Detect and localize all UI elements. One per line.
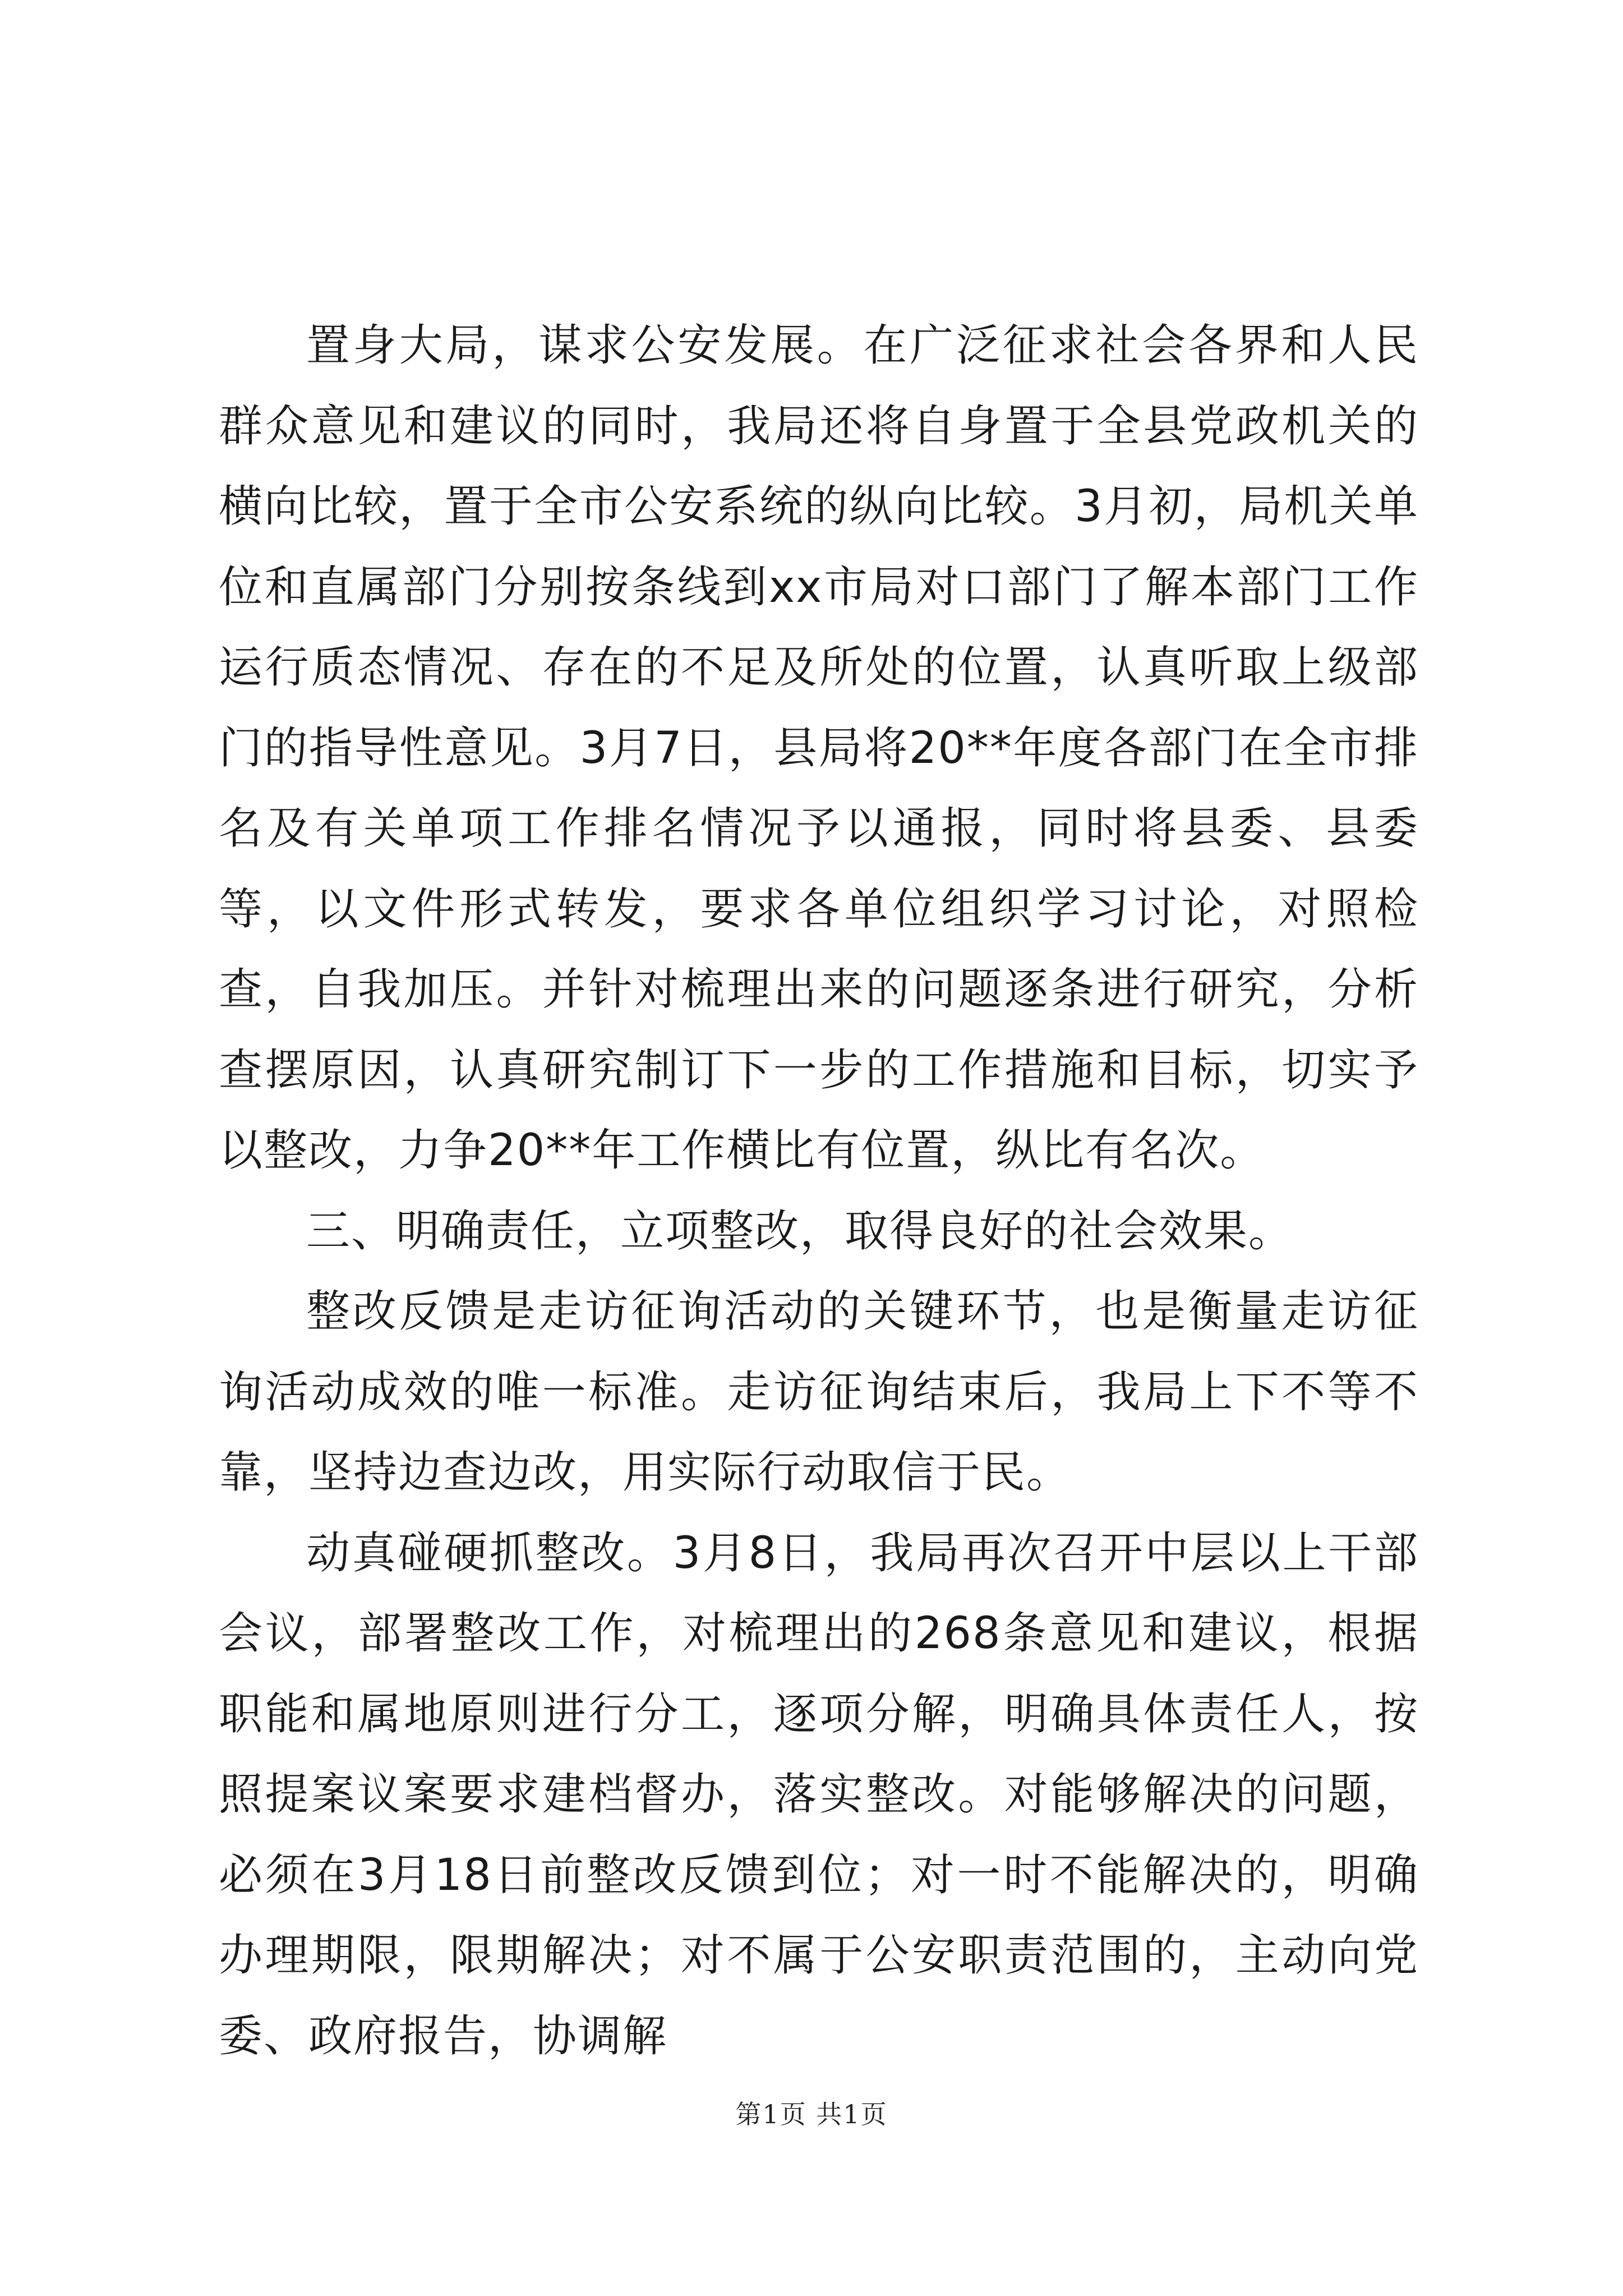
paragraph-feedback: 整改反馈是走访征询活动的关键环节，也是衡量走访征询活动成效的唯一标准。走访征询结束后，我局上下不等不靠，坚持边查边改，用实际行动取信于民。 xyxy=(219,1286,1419,1498)
section-heading-three: 三、明确责任，立项整改，取得良好的社会效果。 xyxy=(306,1205,1294,1257)
paragraph-rectification: 动真碰硬抓整改。3月8日，我局再次召开中层以上干部会议，部署整改工作，对梳理出的268条意见和建议，根据职能和属地原则进行分工，逐项分解，明确具体责任人，按照提案议案要求建档督办，落实整改。对能够解决的问题，必须在3月18日前整改反馈到位；对一时不能解决的，明确办理期限，限期解决；对不属于公安职责范围的，主动向党委、政府报告，协调解 xyxy=(219,1527,1419,2062)
page-footer: 第1页 共1页 xyxy=(735,2099,888,2129)
paragraph-situate-overall: 置身大局，谋求公安发展。在广泛征求社会各界和人民群众意见和建议的同时，我局还将自身置于全县党政机关的横向比较，置于全市公安系统的纵向比较。3月初，局机关单位和直属部门分别按条线到xx市局对口部门了解本部门工作运行质态情况、存在的不足及所处的位置，认真听取上级部门的指导性意见。3月7日，县局将20**年度各部门在全市排名及有关单项工作排名情况予以通报，同时将县委、县委等，以文件形式转发，要求各单位组织学习讨论，对照检查，自我加压。并针对梳理出来的问题逐条进行研究，分析查摆原因，认真研究制订下一步的工作措施和目标，切实予以整改，力争20**年工作横比有位置，纵比有名次。 xyxy=(219,320,1419,1176)
document-body xyxy=(219,306,1419,2077)
